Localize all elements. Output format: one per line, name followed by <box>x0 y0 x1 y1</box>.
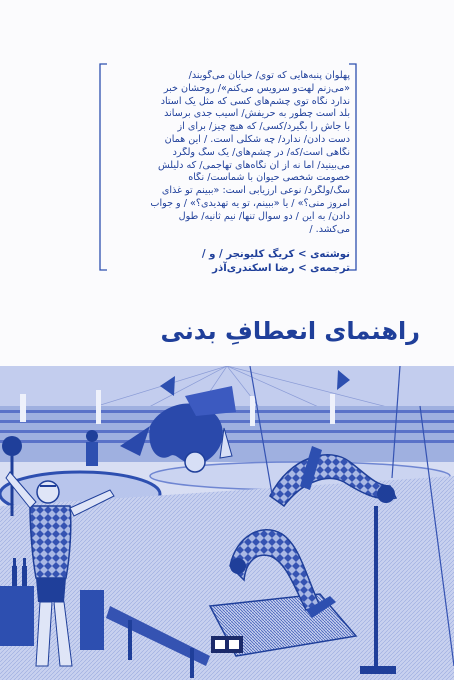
book-title: راهنمای انعطافِ بدنی <box>160 317 420 345</box>
blurb-line: بلد است چطور به حریفش/ آسیب جدی برساند <box>164 108 350 120</box>
blurb-text <box>112 70 350 236</box>
blurb-line: دست دادن/ ندارد/ چه شکلی است. / این همان <box>164 133 350 145</box>
circus-illustration <box>0 366 454 680</box>
blurb-line: خصومت شخصی حیوان با شماست/ نگاه <box>188 172 350 184</box>
blurb-line: با جاش را بگیرد/کسی/ که هیچ چیز/ برای از <box>177 121 350 133</box>
blurb-line: امروز منی؟» / یا «ببینم، تو یه تهدیدی؟» / و جواب <box>150 197 350 209</box>
credits <box>112 248 350 276</box>
blurb-line: می‌کشد. / <box>309 223 350 235</box>
blurb-line: می‌بینید/ اما نه از آن نگاه‌های تهاجمی/ که دلیلش <box>157 159 350 171</box>
translator-credit: ترجمه‌ی > رضا اسکندری‌آذر <box>212 263 350 274</box>
blurb-line: «می‌زنم لهت‌و سرویس می‌کنم»/ روحشان خبر <box>163 82 350 94</box>
publisher-logo-icon <box>211 636 243 653</box>
blurb-line: پهلوان پنبه‌هایی که توی/ خیابان می‌گویند/ <box>188 70 350 81</box>
author-credit: نوشته‌ی > کریگ کلیونجر / و / <box>201 249 350 260</box>
blurb-line: سگ/ولگرد/ نوعی ارزیابی است: «ببینم تو غذای <box>161 185 350 197</box>
blurb-line: ندارد نگاه توی چشم‌های کسی که مثل یک استاد <box>160 95 350 107</box>
blurb-line: نگاهی است/که/ در چشم‌های/ یک سگ ولگرد <box>172 146 350 158</box>
blurb-line: دادن/ به این / دو سوال تنها/ نیم ثانیه/ طول <box>178 210 350 222</box>
